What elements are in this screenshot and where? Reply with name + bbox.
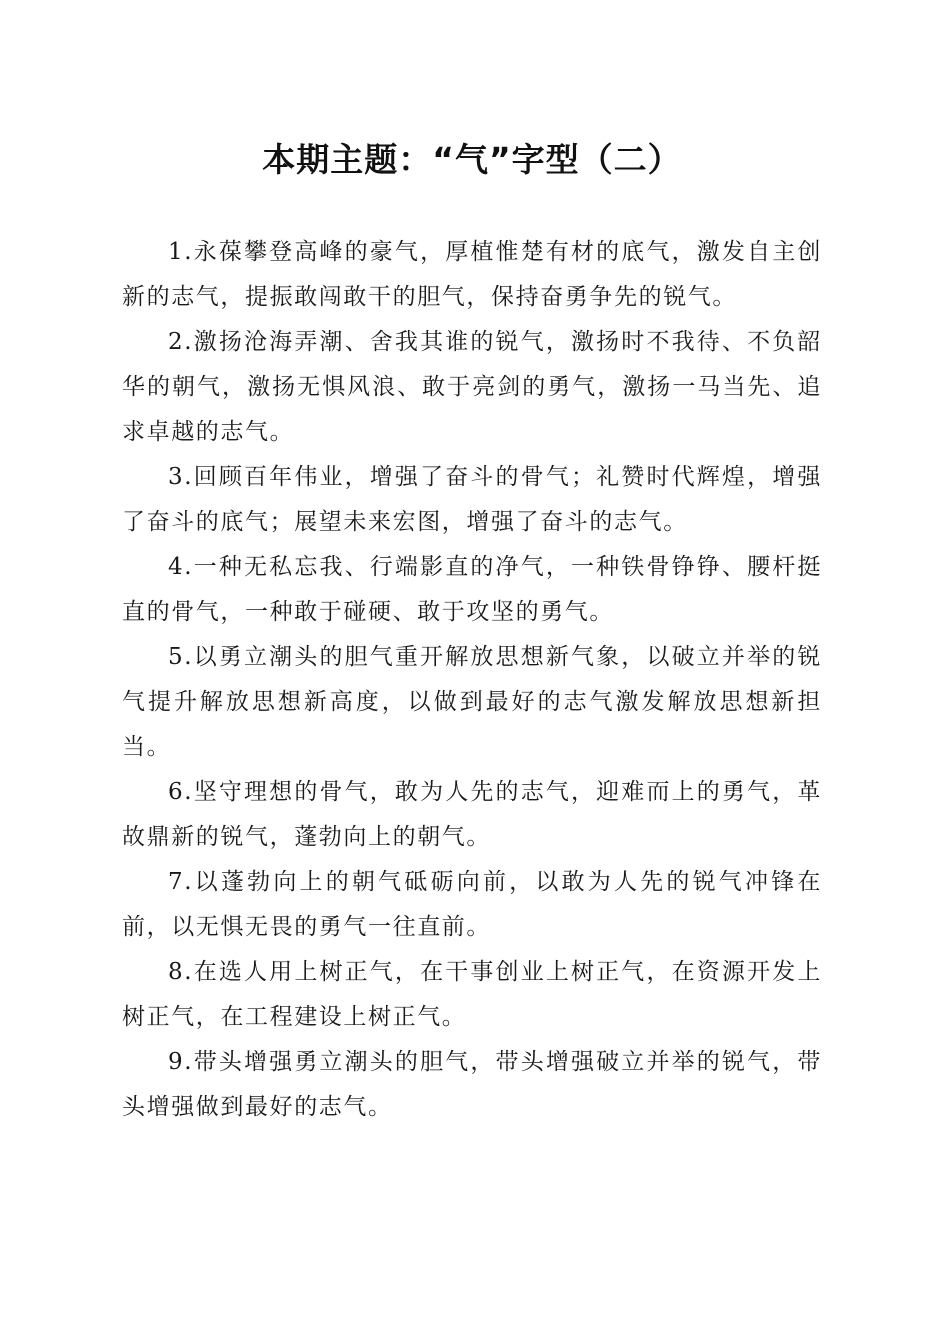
paragraph-3: 3.回顾百年伟业，增强了奋斗的骨气；礼赞时代辉煌，增强了奋斗的底气；展望未来宏图，增强了奋斗的志气。 [122, 464, 822, 535]
document-body [122, 230, 822, 1130]
paragraph-5: 5.以勇立潮头的胆气重开解放思想新气象，以破立并举的锐气提升解放思想新高度，以做到最好的志气激发解放思想新担当。 [122, 644, 822, 760]
paragraph-6: 6.坚守理想的骨气，敢为人先的志气，迎难而上的勇气，革故鼎新的锐气，蓬勃向上的朝气。 [122, 779, 822, 850]
paragraph-4: 4.一种无私忘我、行端影直的净气，一种铁骨铮铮、腰杆挺直的骨气，一种敢于碰硬、敢于攻坚的勇气。 [122, 554, 822, 625]
paragraph-1: 1.永葆攀登高峰的豪气，厚植惟楚有材的底气，激发自主创新的志气，提振敢闯敢干的胆气，保持奋勇争先的锐气。 [122, 239, 822, 310]
paragraph-2: 2.激扬沧海弄潮、舍我其谁的锐气，激扬时不我待、不负韶华的朝气，激扬无惧风浪、敢于亮剑的勇气，激扬一马当先、追求卓越的志气。 [122, 329, 822, 445]
paragraph-7: 7.以蓬勃向上的朝气砥砺向前，以敢为人先的锐气冲锋在前，以无惧无畏的勇气一往直前。 [122, 869, 822, 940]
paragraph-8: 8.在选人用上树正气，在干事创业上树正气，在资源开发上树正气，在工程建设上树正气。 [122, 959, 822, 1030]
page-title: 本期主题：“气”字型（二） [262, 140, 682, 179]
paragraph-9: 9.带头增强勇立潮头的胆气，带头增强破立并举的锐气，带头增强做到最好的志气。 [122, 1049, 822, 1120]
